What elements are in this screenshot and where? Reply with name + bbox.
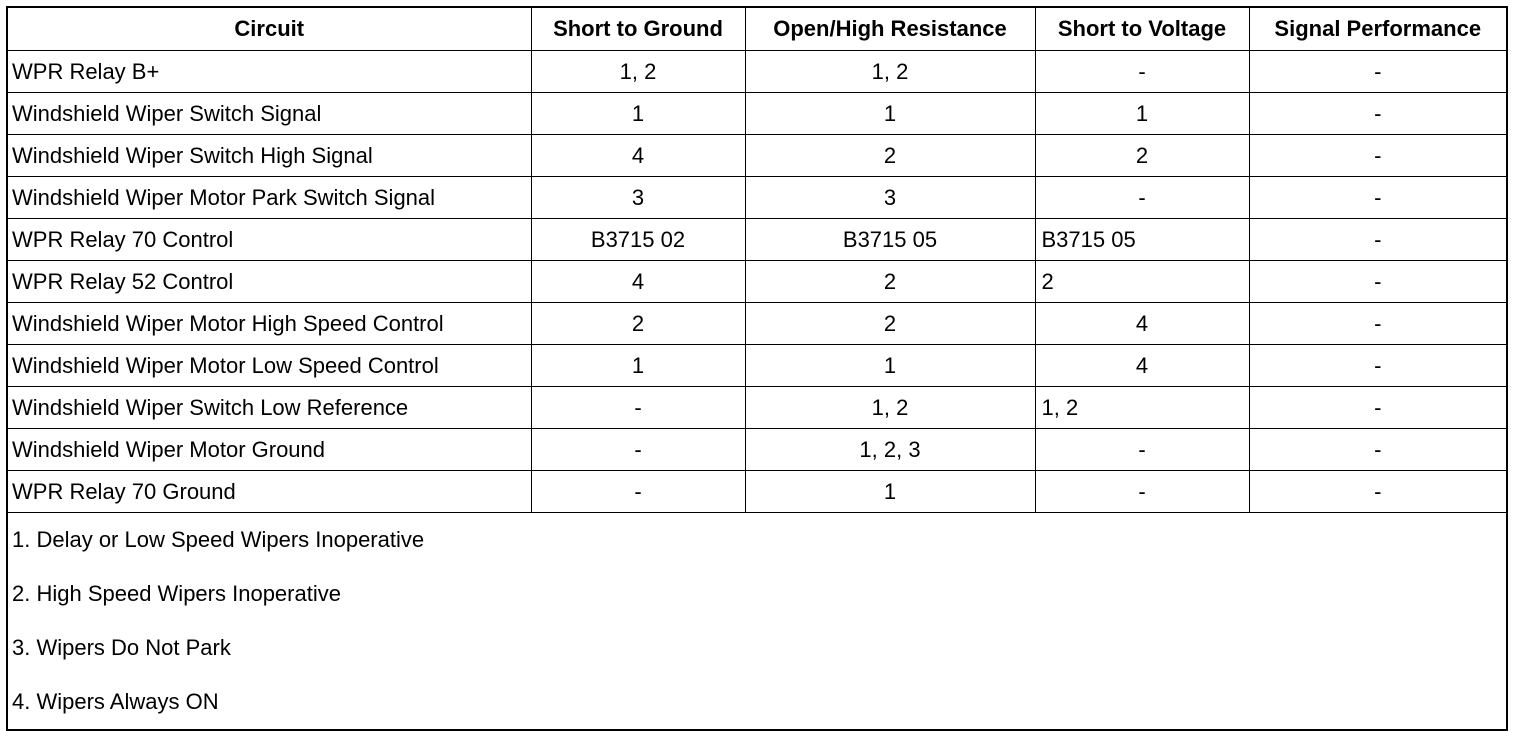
open-high-resistance-cell: 1: [745, 471, 1035, 513]
note-text: 2. High Speed Wipers Inoperative: [7, 567, 1507, 621]
short-to-voltage-cell: 4: [1035, 303, 1249, 345]
header-short-to-voltage: Short to Voltage: [1035, 7, 1249, 51]
short-to-ground-cell: B3715 02: [531, 219, 745, 261]
open-high-resistance-cell: 1, 2: [745, 51, 1035, 93]
circuit-cell: Windshield Wiper Motor Park Switch Signal: [7, 177, 531, 219]
signal-performance-cell: -: [1249, 345, 1507, 387]
short-to-ground-cell: -: [531, 387, 745, 429]
diagnostic-table: [6, 6, 1508, 731]
short-to-ground-cell: 1: [531, 345, 745, 387]
table-row: [7, 93, 1507, 135]
short-to-voltage-cell: 4: [1035, 345, 1249, 387]
header-row: [7, 7, 1507, 51]
short-to-ground-cell: 3: [531, 177, 745, 219]
table-row: [7, 387, 1507, 429]
circuit-cell: WPR Relay 70 Ground: [7, 471, 531, 513]
header-signal-performance: Signal Performance: [1249, 7, 1507, 51]
short-to-voltage-cell: 1, 2: [1035, 387, 1249, 429]
open-high-resistance-cell: 1: [745, 345, 1035, 387]
header-short-to-ground: Short to Ground: [531, 7, 745, 51]
note-row: [7, 675, 1507, 730]
table-row: [7, 51, 1507, 93]
signal-performance-cell: -: [1249, 51, 1507, 93]
note-text: 3. Wipers Do Not Park: [7, 621, 1507, 675]
open-high-resistance-cell: 2: [745, 303, 1035, 345]
header-open-high-resistance: Open/High Resistance: [745, 7, 1035, 51]
short-to-voltage-cell: -: [1035, 471, 1249, 513]
short-to-ground-cell: 1, 2: [531, 51, 745, 93]
open-high-resistance-cell: B3715 05: [745, 219, 1035, 261]
note-text: 4. Wipers Always ON: [7, 675, 1507, 730]
short-to-voltage-cell: B3715 05: [1035, 219, 1249, 261]
note-row: [7, 621, 1507, 675]
table-row: [7, 135, 1507, 177]
open-high-resistance-cell: 1, 2: [745, 387, 1035, 429]
short-to-ground-cell: -: [531, 429, 745, 471]
short-to-voltage-cell: 2: [1035, 261, 1249, 303]
note-row: [7, 513, 1507, 568]
circuit-cell: Windshield Wiper Motor Ground: [7, 429, 531, 471]
circuit-cell: Windshield Wiper Motor High Speed Control: [7, 303, 531, 345]
circuit-cell: WPR Relay B+: [7, 51, 531, 93]
signal-performance-cell: -: [1249, 135, 1507, 177]
circuit-cell: Windshield Wiper Switch Low Reference: [7, 387, 531, 429]
table-row: [7, 303, 1507, 345]
note-text: 1. Delay or Low Speed Wipers Inoperative: [7, 513, 1507, 568]
signal-performance-cell: -: [1249, 261, 1507, 303]
table-body: [7, 51, 1507, 513]
signal-performance-cell: -: [1249, 219, 1507, 261]
open-high-resistance-cell: 1, 2, 3: [745, 429, 1035, 471]
short-to-voltage-cell: -: [1035, 51, 1249, 93]
circuit-cell: Windshield Wiper Switch Signal: [7, 93, 531, 135]
short-to-voltage-cell: 2: [1035, 135, 1249, 177]
table-row: [7, 429, 1507, 471]
short-to-ground-cell: 4: [531, 261, 745, 303]
table-row: [7, 471, 1507, 513]
signal-performance-cell: -: [1249, 303, 1507, 345]
signal-performance-cell: -: [1249, 429, 1507, 471]
open-high-resistance-cell: 2: [745, 261, 1035, 303]
short-to-voltage-cell: -: [1035, 177, 1249, 219]
open-high-resistance-cell: 3: [745, 177, 1035, 219]
table-notes: [7, 513, 1507, 731]
table-row: [7, 177, 1507, 219]
table-header: [7, 7, 1507, 51]
short-to-ground-cell: 1: [531, 93, 745, 135]
circuit-cell: Windshield Wiper Motor Low Speed Control: [7, 345, 531, 387]
table-row: [7, 345, 1507, 387]
table-row: [7, 261, 1507, 303]
short-to-voltage-cell: -: [1035, 429, 1249, 471]
header-circuit: Circuit: [7, 7, 531, 51]
open-high-resistance-cell: 1: [745, 93, 1035, 135]
short-to-voltage-cell: 1: [1035, 93, 1249, 135]
signal-performance-cell: -: [1249, 471, 1507, 513]
note-row: [7, 567, 1507, 621]
table-row: [7, 219, 1507, 261]
signal-performance-cell: -: [1249, 387, 1507, 429]
circuit-cell: WPR Relay 52 Control: [7, 261, 531, 303]
short-to-ground-cell: 2: [531, 303, 745, 345]
short-to-ground-cell: -: [531, 471, 745, 513]
signal-performance-cell: -: [1249, 177, 1507, 219]
circuit-cell: Windshield Wiper Switch High Signal: [7, 135, 531, 177]
open-high-resistance-cell: 2: [745, 135, 1035, 177]
circuit-cell: WPR Relay 70 Control: [7, 219, 531, 261]
short-to-ground-cell: 4: [531, 135, 745, 177]
signal-performance-cell: -: [1249, 93, 1507, 135]
